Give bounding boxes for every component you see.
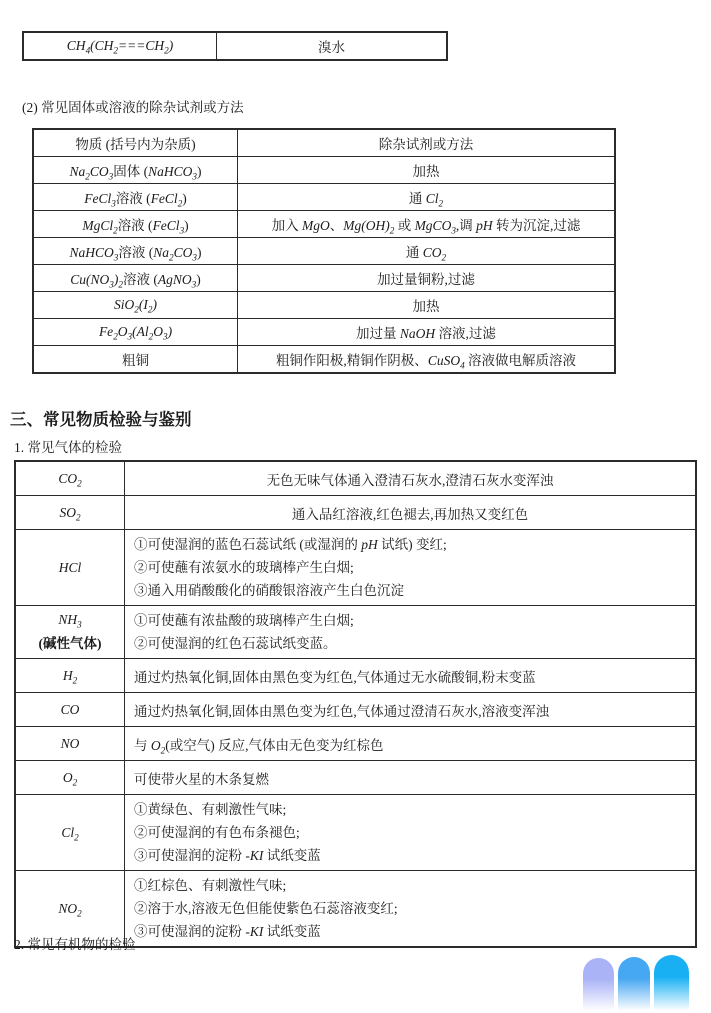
watermark-blob-3 <box>654 955 689 1013</box>
table-row <box>15 761 696 795</box>
substance-cell: $Na_2CO_3$固体 (NaHCO$_3$) <box>33 157 238 184</box>
method-cell: 加热 <box>238 292 616 319</box>
method-header: 除杂试剂或方法 <box>238 129 616 157</box>
gas-cell: HCl <box>15 530 125 606</box>
method-cell: 通 $CO_2$ <box>238 238 616 265</box>
organic-impurity-table <box>22 31 448 61</box>
table-row <box>33 184 615 211</box>
table-row <box>15 530 696 606</box>
table-row <box>15 461 696 496</box>
watermark-blob-2 <box>618 957 650 1013</box>
description-cell: 通过灼热氧化铜,固体由黑色变为红色,气体通过澄清石灰水,溶液变浑浊 <box>125 693 697 727</box>
gas-detection-table <box>14 460 697 948</box>
description-cell: ①可使蘸有浓盐酸的玻璃棒产生白烟; ②可使湿润的红色石蕊试纸变蓝。 <box>125 606 697 659</box>
reagent-cell: 溴水 <box>217 32 448 60</box>
section3-title: 三、常见物质检验与鉴别 <box>10 411 192 429</box>
gas-cell: $NH_3$ (碱性气体) <box>15 606 125 659</box>
gas-cell: CO <box>15 693 125 727</box>
watermark-blob-1 <box>583 958 614 1013</box>
table-row <box>33 292 615 319</box>
method-cell: 加过量 NaOH 溶液,过滤 <box>238 319 616 346</box>
table-row <box>15 606 696 659</box>
gas-cell: $CO_2$ <box>15 461 125 496</box>
table-row <box>15 496 696 530</box>
substance-cell: $Cu(NO_3)_2$溶液 (AgNO$_3$) <box>33 265 238 292</box>
description-cell: 无色无味气体通入澄清石灰水,澄清石灰水变浑浊 <box>125 461 697 496</box>
substance-cell: $CH_4(CH_2===CH_2)$ <box>23 32 217 60</box>
table-row <box>33 346 615 374</box>
table-header-row <box>33 129 615 157</box>
table-row <box>15 659 696 693</box>
sub1-label: 1. 常见气体的检验 <box>14 440 122 455</box>
table-row <box>15 795 696 871</box>
gas-cell: NO <box>15 727 125 761</box>
description-cell: 可使带火星的木条复燃 <box>125 761 697 795</box>
description-cell: 通过灼热氧化铜,固体由黑色变为红色,气体通过无水硫酸铜,粉末变蓝 <box>125 659 697 693</box>
table-row <box>33 211 615 238</box>
gas-cell: $Cl_2$ <box>15 795 125 871</box>
table-row <box>33 157 615 184</box>
table-row <box>33 265 615 292</box>
substance-cell: 粗铜 <box>33 346 238 374</box>
description-cell: ①红棕色、有刺激性气味; ②溶于水,溶液无色但能使紫色石蕊溶液变红; ③可使湿润的淀粉 -KI 试纸变蓝 <box>125 871 697 948</box>
substance-cell: MgCl$_2$溶液 (FeCl$_3$) <box>33 211 238 238</box>
gas-cell: $O_2$ <box>15 761 125 795</box>
gas-cell: $NO_2$ <box>15 871 125 948</box>
substance-cell: $Fe_2O_3(Al_2O_3)$ <box>33 319 238 346</box>
table-row <box>23 32 447 60</box>
gas-cell: $SO_2$ <box>15 496 125 530</box>
substance-cell: $SiO_2(I_2)$ <box>33 292 238 319</box>
gas-cell: $H_2$ <box>15 659 125 693</box>
table-row <box>33 238 615 265</box>
substance-header: 物质 (括号内为杂质) <box>33 129 238 157</box>
section2-label: (2) 常见固体或溶液的除杂试剂或方法 <box>22 100 244 115</box>
table-row <box>33 319 615 346</box>
method-cell: 加过量铜粉,过滤 <box>238 265 616 292</box>
method-cell: 加热 <box>238 157 616 184</box>
method-cell: 加入 MgO、$Mg(OH)_2$ 或 MgCO$_3$,调 pH 转为沉淀,过滤 <box>238 211 616 238</box>
method-cell: 通 $Cl_2$ <box>238 184 616 211</box>
substance-cell: NaHCO$_3$溶液 $(Na_2CO_3)$ <box>33 238 238 265</box>
table-row <box>15 727 696 761</box>
table-row <box>15 693 696 727</box>
substance-cell: FeCl$_3$溶液 (FeCl$_2$) <box>33 184 238 211</box>
description-cell: ①可使湿润的蓝色石蕊试纸 (或湿润的 pH 试纸) 变红; ②可使蘸有浓氨水的玻璃棒产生白烟; ③通入用硝酸酸化的硝酸银溶液产生白色沉淀 <box>125 530 697 606</box>
sub2-label: 2. 常见有机物的检验 <box>14 937 136 952</box>
description-cell: 与 $O_2$(或空气) 反应,气体由无色变为红棕色 <box>125 727 697 761</box>
description-cell: ①黄绿色、有刺激性气味; ②可使湿润的有色布条褪色; ③可使湿润的淀粉 -KI 试纸变蓝 <box>125 795 697 871</box>
impurity-removal-table <box>32 128 616 374</box>
description-cell: 通入品红溶液,红色褪去,再加热又变红色 <box>125 496 697 530</box>
method-cell: 粗铜作阳极,精铜作阴极、CuSO$_4$ 溶液做电解质溶液 <box>238 346 616 374</box>
